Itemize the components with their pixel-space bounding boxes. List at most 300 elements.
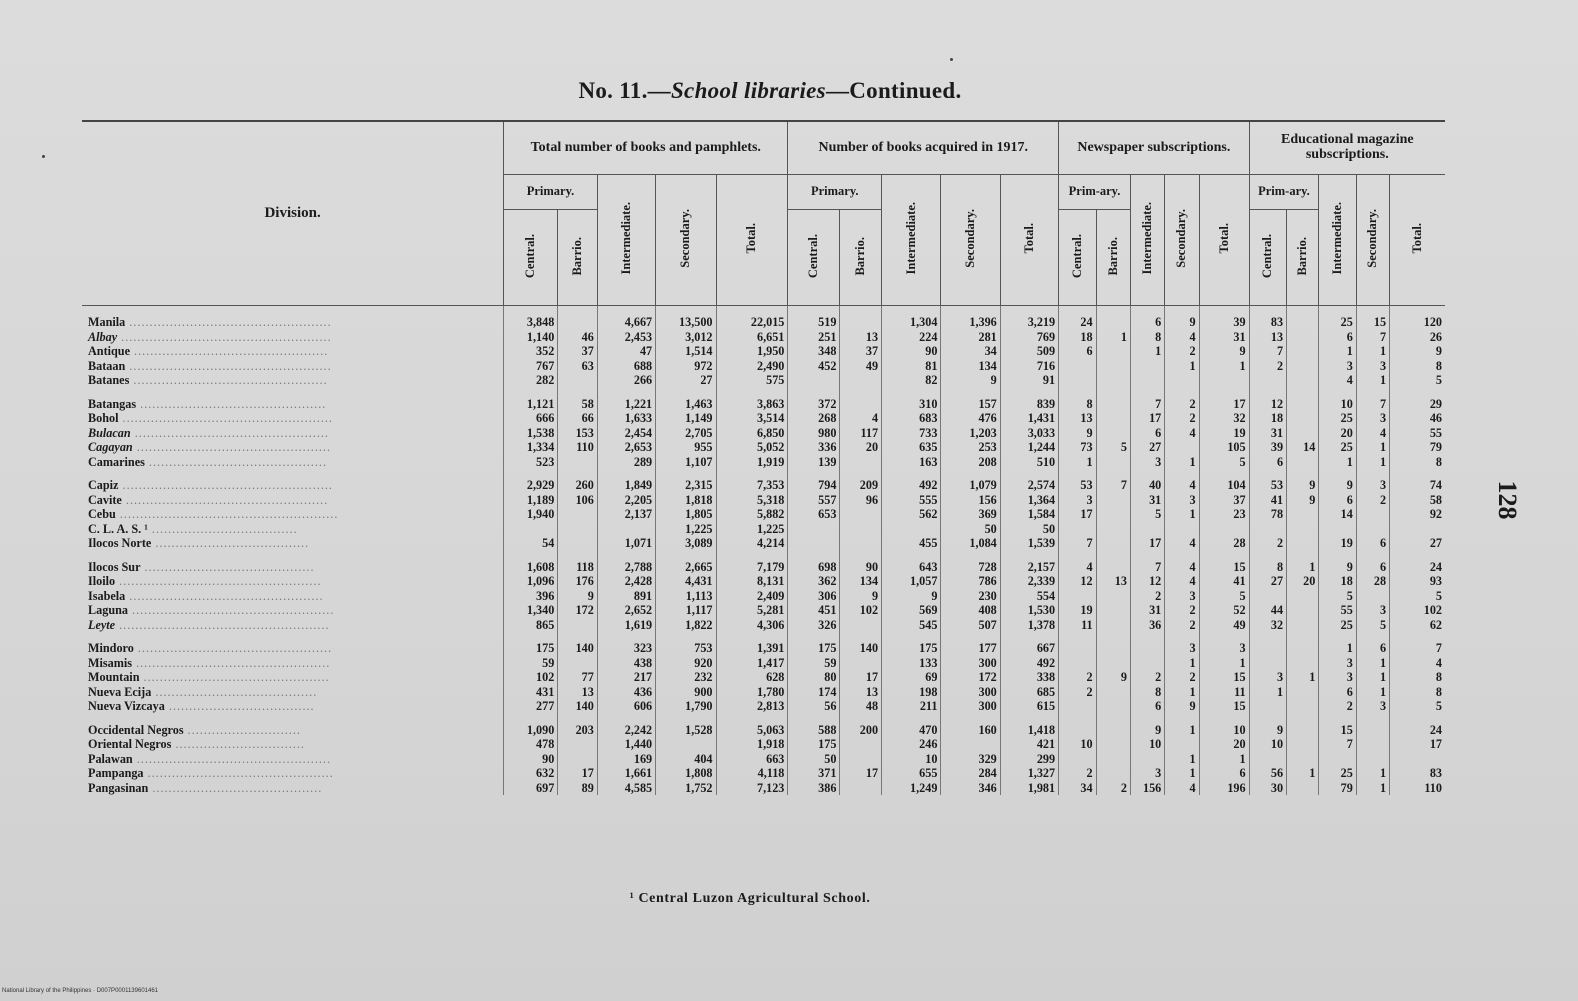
- col-total: Total.: [1199, 175, 1249, 306]
- table-cell: 19: [1199, 426, 1249, 441]
- table-cell: [1096, 426, 1130, 441]
- spacer-cell: [1165, 714, 1199, 723]
- table-cell: 348: [788, 344, 840, 359]
- division-name: [82, 411, 504, 426]
- table-cell: 2: [1165, 411, 1199, 426]
- table-cell: 4,667: [597, 315, 655, 330]
- table-cell: 1: [1165, 656, 1199, 671]
- leader-dots: ............................................: [144, 454, 327, 469]
- table-cell: 13: [1249, 330, 1286, 345]
- table-cell: 4: [1356, 426, 1389, 441]
- division-name: [82, 315, 504, 330]
- leader-dots: ................................................: [132, 440, 331, 454]
- table-cell: 2,339: [1000, 574, 1058, 589]
- table-cell: 8: [1390, 670, 1445, 685]
- table-cell: 2,574: [1000, 478, 1058, 493]
- table-cell: 1,079: [941, 478, 1000, 493]
- table-cell: 3: [1165, 589, 1199, 604]
- col-intermediate: Intermediate.: [882, 175, 941, 306]
- division-name: [82, 752, 504, 767]
- table-cell: 5,882: [716, 507, 788, 522]
- table-cell: 13: [840, 330, 882, 345]
- table-cell: 2: [1096, 781, 1130, 796]
- table-cell: 1: [1165, 507, 1199, 522]
- spacer-cell: [1249, 306, 1286, 316]
- table-cell: [1287, 656, 1319, 671]
- division-header: Division.: [82, 121, 504, 306]
- table-cell: 7: [1059, 536, 1096, 551]
- leader-dots: ..................................................: [125, 358, 332, 373]
- table-cell: 1,940: [504, 507, 558, 522]
- spacer-cell: [1059, 388, 1096, 397]
- table-cell: 1: [1165, 723, 1199, 738]
- table-cell: 79: [1319, 781, 1356, 796]
- division-name: [82, 560, 504, 575]
- table-cell: 36: [1130, 618, 1164, 633]
- table-cell: 1: [1165, 685, 1199, 700]
- leader-dots: ................................................: [125, 588, 324, 603]
- table-cell: 246: [882, 737, 941, 752]
- table-cell: 452: [788, 359, 840, 374]
- col-secondary: Secondary.: [941, 175, 1000, 306]
- division-label: Antique: [88, 344, 130, 358]
- table-cell: 277: [504, 699, 558, 714]
- table-cell: 200: [840, 723, 882, 738]
- table-row: [82, 723, 1445, 738]
- spacer-cell: [840, 306, 882, 316]
- table-cell: 1,919: [716, 455, 788, 470]
- table-cell: 37: [558, 344, 598, 359]
- table-cell: 92: [1390, 507, 1445, 522]
- scan-speck: [950, 58, 953, 61]
- leader-dots: ..................................................: [125, 315, 332, 329]
- col-secondary: Secondary.: [1165, 175, 1199, 306]
- table-cell: [1059, 723, 1096, 738]
- table-row: [82, 522, 1445, 537]
- spacer-cell: [788, 388, 840, 397]
- table-cell: [1096, 656, 1130, 671]
- table-cell: [1059, 656, 1096, 671]
- table-cell: 653: [788, 507, 840, 522]
- spacer-cell: [1096, 551, 1130, 560]
- spacer-cell: [656, 469, 716, 478]
- table-cell: 9: [941, 373, 1000, 388]
- table-cell: 73: [1059, 440, 1096, 455]
- table-cell: 5: [1130, 507, 1164, 522]
- table-cell: 281: [941, 330, 1000, 345]
- table-cell: 1,981: [1000, 781, 1058, 796]
- spacer-cell: [1000, 388, 1058, 397]
- table-cell: 9: [1165, 315, 1199, 330]
- spacer-cell: [1165, 469, 1199, 478]
- table-cell: 6: [1199, 766, 1249, 781]
- spacer-cell: [1390, 551, 1445, 560]
- group-header-magazine: Educational magazine subscriptions.: [1249, 121, 1445, 175]
- table-row: [82, 781, 1445, 796]
- table-cell: 1,071: [597, 536, 655, 551]
- spacer-cell: [1319, 551, 1356, 560]
- table-cell: 24: [1390, 723, 1445, 738]
- table-cell: 3,848: [504, 315, 558, 330]
- spacer-cell: [1000, 469, 1058, 478]
- table-cell: 492: [1000, 656, 1058, 671]
- table-cell: [1096, 603, 1130, 618]
- table-cell: 1,538: [504, 426, 558, 441]
- table-cell: 3: [1356, 411, 1389, 426]
- archive-credit: National Library of the Philippines · D007P0001139601461: [2, 988, 158, 994]
- table-cell: 6: [1249, 455, 1286, 470]
- table-cell: 329: [941, 752, 1000, 767]
- table-cell: 436: [597, 685, 655, 700]
- division-label: C. L. A. S. ¹: [88, 521, 148, 536]
- table-cell: [840, 536, 882, 551]
- table-cell: 27: [1249, 574, 1286, 589]
- table-cell: 509: [1000, 344, 1058, 359]
- spacer-cell: [1390, 388, 1445, 397]
- spacer-cell: [1165, 632, 1199, 641]
- group-gap-row: [82, 551, 1445, 560]
- table-cell: 58: [558, 397, 598, 412]
- table-cell: 455: [882, 536, 941, 551]
- table-cell: 18: [1249, 411, 1286, 426]
- leader-dots: ................................................: [130, 425, 329, 440]
- table-cell: 39: [1249, 440, 1286, 455]
- table-cell: 1,661: [597, 766, 655, 781]
- spacer-cell: [1059, 306, 1096, 316]
- table-cell: 59: [504, 656, 558, 671]
- spacer-cell: [1249, 714, 1286, 723]
- table-cell: [558, 618, 598, 633]
- table-cell: 1,090: [504, 723, 558, 738]
- leader-dots: ..............................................: [136, 396, 327, 411]
- table-cell: [1096, 455, 1130, 470]
- table-cell: 1: [1356, 373, 1389, 388]
- table-cell: 9: [1390, 344, 1445, 359]
- table-cell: 421: [1000, 737, 1058, 752]
- table-cell: 106: [558, 493, 598, 508]
- spacer-cell: [788, 551, 840, 560]
- table-cell: 48: [840, 699, 882, 714]
- division-label: Ilocos Sur: [88, 559, 141, 574]
- table-cell: 7,123: [716, 781, 788, 796]
- table-cell: 2: [1165, 397, 1199, 412]
- table-cell: 569: [882, 603, 941, 618]
- division-label: Occidental Negros: [88, 722, 184, 737]
- table-cell: [1356, 522, 1389, 537]
- spacer-row: [82, 306, 1445, 316]
- table-cell: 282: [504, 373, 558, 388]
- table-cell: 5,063: [716, 723, 788, 738]
- table-cell: 50: [941, 522, 1000, 537]
- title-number: No. 11.—: [578, 78, 671, 103]
- table-cell: 1,780: [716, 685, 788, 700]
- table-cell: 753: [656, 641, 716, 656]
- table-cell: 175: [788, 737, 840, 752]
- table-cell: 5: [1390, 589, 1445, 604]
- table-cell: 6,651: [716, 330, 788, 345]
- table-cell: 386: [788, 781, 840, 796]
- primary-header: Primary.: [788, 175, 882, 210]
- leader-dots: ................................................: [129, 373, 328, 387]
- table-cell: 90: [882, 344, 941, 359]
- spacer-cell: [1287, 306, 1319, 316]
- table-cell: [1287, 411, 1319, 426]
- table-cell: [882, 522, 941, 537]
- table-cell: 284: [941, 766, 1000, 781]
- table-cell: 134: [941, 359, 1000, 374]
- table-cell: 17: [1390, 737, 1445, 752]
- table-cell: 217: [597, 670, 655, 685]
- table-cell: 478: [504, 737, 558, 752]
- spacer-cell: [1165, 306, 1199, 316]
- table-cell: 22,015: [716, 315, 788, 330]
- table-cell: 37: [840, 344, 882, 359]
- table-cell: 78: [1249, 507, 1286, 522]
- table-cell: 19: [1319, 536, 1356, 551]
- table-cell: 3,012: [656, 330, 716, 345]
- table-cell: [1096, 560, 1130, 575]
- division-name: [82, 478, 504, 493]
- table-cell: 53: [1059, 478, 1096, 493]
- spacer-cell: [1319, 388, 1356, 397]
- table-cell: 2,242: [597, 723, 655, 738]
- table-row: [82, 426, 1445, 441]
- spacer-cell: [788, 469, 840, 478]
- spacer-cell: [504, 551, 558, 560]
- table-cell: [1130, 522, 1164, 537]
- table-cell: [1287, 699, 1319, 714]
- table-row: [82, 656, 1445, 671]
- table-cell: 476: [941, 411, 1000, 426]
- table-cell: 2,315: [656, 478, 716, 493]
- spacer-cell: [716, 306, 788, 316]
- table-cell: 3,863: [716, 397, 788, 412]
- spacer-cell: [1000, 714, 1058, 723]
- table-cell: 25: [1319, 766, 1356, 781]
- table-cell: 655: [882, 766, 941, 781]
- table-cell: 1,249: [882, 781, 941, 796]
- table-cell: 606: [597, 699, 655, 714]
- table-cell: 4,118: [716, 766, 788, 781]
- table-cell: 4: [1165, 781, 1199, 796]
- table-cell: 8: [1059, 397, 1096, 412]
- table-cell: 1,364: [1000, 493, 1058, 508]
- table-cell: 1: [1356, 685, 1389, 700]
- table-cell: [1096, 723, 1130, 738]
- table-cell: 3: [1199, 641, 1249, 656]
- table-cell: 54: [504, 536, 558, 551]
- table-cell: [1319, 752, 1356, 767]
- table-cell: [1059, 589, 1096, 604]
- table-cell: 1: [1287, 670, 1319, 685]
- spacer-cell: [1319, 632, 1356, 641]
- spacer-cell: [82, 306, 504, 316]
- table-cell: 2: [1165, 618, 1199, 633]
- table-row: [82, 493, 1445, 508]
- table-cell: 2,205: [597, 493, 655, 508]
- table-cell: 1: [1165, 359, 1199, 374]
- col-intermediate: Intermediate.: [597, 175, 655, 306]
- spacer-cell: [82, 469, 504, 478]
- table-cell: [1390, 752, 1445, 767]
- table-cell: 1,608: [504, 560, 558, 575]
- table-cell: 17: [1130, 411, 1164, 426]
- table-cell: 371: [788, 766, 840, 781]
- division-name: [82, 723, 504, 738]
- table-cell: 25: [1319, 440, 1356, 455]
- table-cell: [1059, 699, 1096, 714]
- table-cell: 972: [656, 359, 716, 374]
- division-label: Oriental Negros: [88, 737, 172, 751]
- table-cell: 7: [1319, 737, 1356, 752]
- table-cell: [1096, 699, 1130, 714]
- table-cell: [840, 656, 882, 671]
- table-cell: 865: [504, 618, 558, 633]
- table-cell: 438: [597, 656, 655, 671]
- table-cell: 555: [882, 493, 941, 508]
- table-cell: 431: [504, 685, 558, 700]
- table-cell: 77: [558, 670, 598, 685]
- table-row: [82, 670, 1445, 685]
- division-label: Nueva Ecija: [88, 684, 152, 699]
- division-label: Ilocos Norte: [88, 536, 152, 550]
- table-cell: 5,281: [716, 603, 788, 618]
- division-name: [82, 618, 504, 633]
- spacer-cell: [1390, 714, 1445, 723]
- table-cell: 470: [882, 723, 941, 738]
- spacer-cell: [1356, 469, 1389, 478]
- table-cell: 27: [656, 373, 716, 388]
- spacer-cell: [1199, 306, 1249, 316]
- table-cell: 1: [1130, 344, 1164, 359]
- table-cell: 3: [1356, 359, 1389, 374]
- table-cell: 7: [1249, 344, 1286, 359]
- table-cell: [558, 507, 598, 522]
- spacer-cell: [941, 306, 1000, 316]
- table-cell: [1287, 522, 1319, 537]
- table-cell: 13: [1059, 411, 1096, 426]
- table-cell: 3: [1165, 493, 1199, 508]
- table-cell: 46: [1390, 411, 1445, 426]
- table-cell: 1,805: [656, 507, 716, 522]
- table-cell: 3: [1130, 766, 1164, 781]
- table-cell: 12: [1059, 574, 1096, 589]
- spacer-cell: [840, 632, 882, 641]
- table-cell: [1287, 330, 1319, 345]
- table-cell: 667: [1000, 641, 1058, 656]
- table-cell: [788, 373, 840, 388]
- table-cell: 1: [1356, 344, 1389, 359]
- table-cell: 5: [1096, 440, 1130, 455]
- leader-dots: ..........................................: [140, 559, 315, 574]
- table-cell: 2: [1165, 344, 1199, 359]
- table-cell: 1,808: [656, 766, 716, 781]
- table-cell: 1,514: [656, 344, 716, 359]
- table-cell: 1,096: [504, 574, 558, 589]
- spacer-cell: [1096, 469, 1130, 478]
- table-row: [82, 560, 1445, 575]
- group-header-books-1917: Number of books acquired in 1917.: [788, 121, 1059, 175]
- col-central: Central.: [1059, 210, 1096, 306]
- table-cell: 1,950: [716, 344, 788, 359]
- spacer-cell: [716, 469, 788, 478]
- leader-dots: ................................................: [132, 751, 331, 766]
- table-cell: 1,225: [716, 522, 788, 537]
- table-cell: 13,500: [656, 315, 716, 330]
- spacer-cell: [82, 714, 504, 723]
- spacer-cell: [1356, 551, 1389, 560]
- table-cell: 266: [597, 373, 655, 388]
- table-cell: 140: [558, 699, 598, 714]
- table-cell: 1,340: [504, 603, 558, 618]
- title-suffix: —Continued.: [825, 78, 962, 103]
- primary-header: Prim-ary.: [1059, 175, 1131, 210]
- table-cell: 9: [1319, 560, 1356, 575]
- spacer-cell: [656, 306, 716, 316]
- table-cell: 408: [941, 603, 1000, 618]
- table-cell: 53: [1249, 478, 1286, 493]
- table-cell: 891: [597, 589, 655, 604]
- table-cell: 7: [1356, 397, 1389, 412]
- table-cell: [1096, 397, 1130, 412]
- table-row: [82, 359, 1445, 374]
- table-cell: 196: [1199, 781, 1249, 796]
- spacer-cell: [1096, 632, 1130, 641]
- table-cell: [1096, 685, 1130, 700]
- table-cell: [1096, 589, 1130, 604]
- spacer-cell: [504, 632, 558, 641]
- table-cell: 20: [1199, 737, 1249, 752]
- spacer-cell: [558, 388, 598, 397]
- table-cell: 1,528: [656, 723, 716, 738]
- table-cell: 89: [558, 781, 598, 796]
- scan-speck: [42, 155, 45, 158]
- leader-dots: ................................................: [132, 655, 331, 670]
- col-intermediate: Intermediate.: [1130, 175, 1164, 306]
- spacer-cell: [558, 306, 598, 316]
- table-cell: 326: [788, 618, 840, 633]
- spacer-cell: [656, 714, 716, 723]
- table-cell: 2: [1249, 536, 1286, 551]
- table-cell: 8: [1390, 455, 1445, 470]
- table-cell: 323: [597, 641, 655, 656]
- table-cell: 352: [504, 344, 558, 359]
- table-cell: [788, 522, 840, 537]
- leader-dots: ....................................................: [118, 478, 333, 492]
- table-cell: 666: [504, 411, 558, 426]
- table-cell: 9: [1319, 478, 1356, 493]
- table-row: [82, 603, 1445, 618]
- table-cell: 510: [1000, 455, 1058, 470]
- spacer-cell: [656, 632, 716, 641]
- table-row: [82, 699, 1445, 714]
- table-cell: 557: [788, 493, 840, 508]
- table-row: [82, 507, 1445, 522]
- table-cell: 24: [1059, 315, 1096, 330]
- division-name: [82, 685, 504, 700]
- table-cell: 2,813: [716, 699, 788, 714]
- table-cell: 2,490: [716, 359, 788, 374]
- spacer-cell: [1249, 388, 1286, 397]
- division-name: [82, 397, 504, 412]
- table-cell: [558, 522, 598, 537]
- table-cell: [1096, 618, 1130, 633]
- division-label: Batangas: [88, 396, 137, 411]
- table-cell: 13: [558, 685, 598, 700]
- table-cell: 5: [1199, 455, 1249, 470]
- table-cell: 174: [788, 685, 840, 700]
- table-cell: [1249, 752, 1286, 767]
